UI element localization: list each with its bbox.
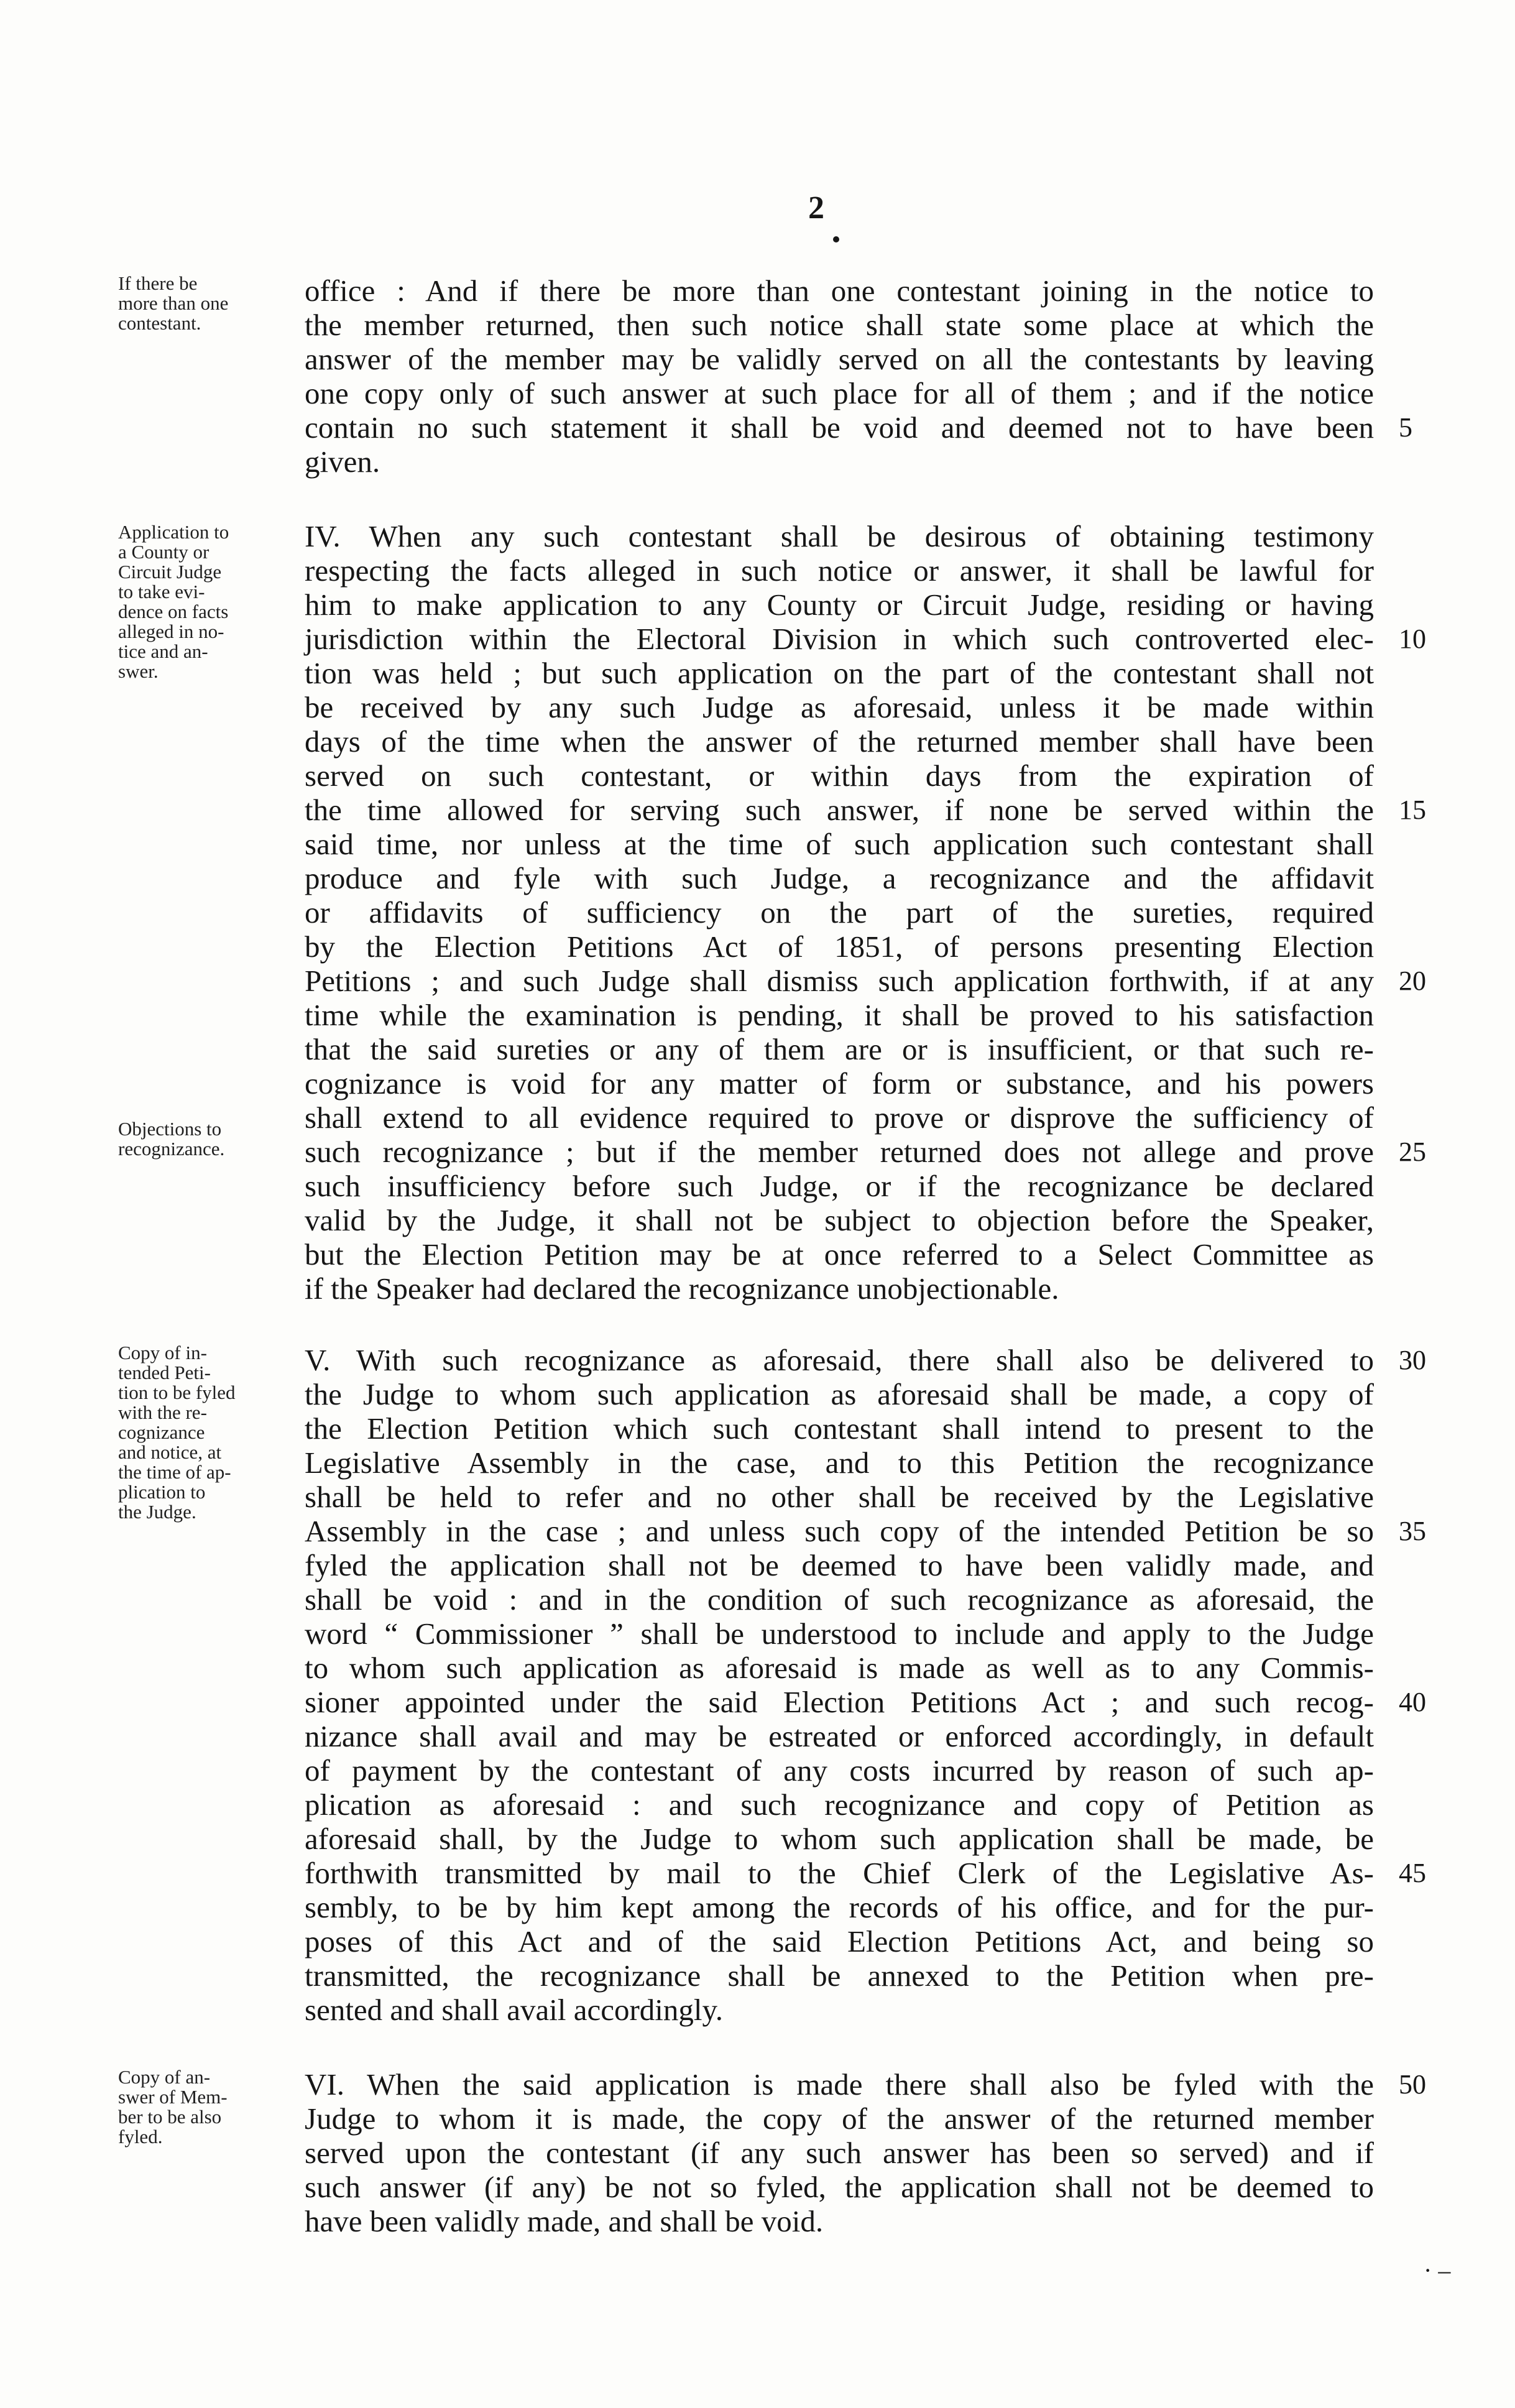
- margin-note: [118, 274, 286, 333]
- text-line: given.: [305, 445, 380, 479]
- text-line: sented and shall avail accordingly.: [305, 1993, 724, 2027]
- text-line: fyled the application shall not be deemed to have been validly made, and: [305, 1548, 1374, 1582]
- text-line: jurisdiction within the Electoral Division in which such controverted elec-: [305, 622, 1374, 656]
- margin-note-line: more than one: [118, 292, 229, 314]
- margin-note-line: the Judge.: [118, 1501, 196, 1523]
- text-line: or affidavits of sufficiency on the part of the sureties, required: [305, 895, 1374, 930]
- line-number: 40: [1399, 1687, 1426, 1717]
- margin-note: [118, 2067, 286, 2147]
- text-line: one copy only of such answer at such place for all of them ; and if the notice: [305, 376, 1374, 410]
- line-number: 35: [1399, 1516, 1426, 1546]
- text-line: shall be held to refer and no other shall be received by the Legislative: [305, 1480, 1374, 1514]
- text-line: served upon the contestant (if any such answer has been so served) and if: [305, 2136, 1374, 2170]
- margin-note-line: Application to: [118, 521, 229, 543]
- margin-note-line: swer.: [118, 660, 159, 682]
- text-line: nizance shall avail and may be estreated or enforced accordingly, in default: [305, 1719, 1374, 1753]
- text-line: if the Speaker had declared the recognizance unobjectionable.: [305, 1271, 1059, 1306]
- margin-note-line: with the re-: [118, 1401, 207, 1423]
- text-line: that the said sureties or any of them are or is insufficient, or that such re-: [305, 1032, 1374, 1066]
- text-line: Assembly in the case ; and unless such copy of the intended Petition be so: [305, 1514, 1374, 1548]
- margin-note-line: the time of ap-: [118, 1461, 231, 1483]
- text-line: be received by any such Judge as aforesaid, unless it be made within: [305, 690, 1374, 724]
- text-line: respecting the facts alleged in such notice or answer, it shall be lawful for: [305, 553, 1374, 588]
- text-line: such recognizance ; but if the member returned does not allege and prove: [305, 1135, 1374, 1169]
- text-line: by the Election Petitions Act of 1851, of persons presenting Election: [305, 930, 1374, 964]
- text-line: shall be void : and in the condition of such recognizance as aforesaid, the: [305, 1582, 1374, 1617]
- text-line: the Election Petition which such contestant shall intend to present to the: [305, 1411, 1374, 1446]
- margin-note-line: and notice, at: [118, 1441, 222, 1463]
- text-line: the Judge to whom such application as aforesaid shall be made, a copy of: [305, 1377, 1374, 1411]
- text-line: contain no such statement it shall be void and deemed not to have been: [305, 410, 1374, 445]
- text-line: V. With such recognizance as aforesaid, there shall also be delivered to: [305, 1343, 1374, 1377]
- text-line: Judge to whom it is made, the copy of the answer of the returned member: [305, 2101, 1374, 2136]
- text-line: tion was held ; but such application on the part of the contestant shall not: [305, 656, 1374, 690]
- text-line: Legislative Assembly in the case, and to this Petition the recognizance: [305, 1446, 1374, 1480]
- text-line: transmitted, the recognizance shall be annexed to the Petition when pre-: [305, 1958, 1374, 1993]
- margin-note-line: Objections to: [118, 1118, 222, 1140]
- page-number: 2: [808, 190, 825, 226]
- text-line: plication as aforesaid : and such recognizance and copy of Petition as: [305, 1788, 1374, 1822]
- line-number: 25: [1399, 1137, 1426, 1167]
- text-line: word “ Commissioner ” shall be understood to include and apply to the Judge: [305, 1617, 1374, 1651]
- line-number: 10: [1399, 624, 1426, 654]
- printer-mark: [833, 236, 839, 242]
- text-line: IV. When any such contestant shall be desirous of obtaining testimony: [305, 519, 1374, 553]
- margin-note-line: plication to: [118, 1481, 206, 1503]
- line-number: 20: [1399, 966, 1426, 996]
- margin-note: [118, 1343, 286, 1522]
- text-line: such insufficiency before such Judge, or if the recognizance be declared: [305, 1169, 1374, 1203]
- margin-note-line: recognizance.: [118, 1138, 225, 1160]
- margin-note-line: tended Peti-: [118, 1362, 211, 1383]
- text-line: poses of this Act and of the said Election Petitions Act, and being so: [305, 1924, 1374, 1958]
- text-line: answer of the member may be validly served on all the contestants by leaving: [305, 342, 1374, 376]
- text-line: aforesaid shall, by the Judge to whom such application shall be made, be: [305, 1822, 1374, 1856]
- text-line: the time allowed for serving such answer, if none be served within the: [305, 793, 1374, 827]
- margin-note-line: tion to be fyled: [118, 1382, 236, 1403]
- margin-note-line: dence on facts: [118, 601, 229, 622]
- text-line: office : And if there be more than one contestant joining in the notice to: [305, 274, 1374, 308]
- margin-note-line: to take evi-: [118, 581, 205, 602]
- text-line: the member returned, then such notice shall state some place at which the: [305, 308, 1374, 342]
- line-number: 5: [1399, 412, 1412, 443]
- text-line: time while the examination is pending, it shall be proved to his satisfaction: [305, 998, 1374, 1032]
- text-line: sembly, to be by him kept among the records of his office, and for the pur-: [305, 1890, 1374, 1924]
- line-number: 45: [1399, 1858, 1426, 1888]
- text-line: sioner appointed under the said Election Petitions Act ; and such recog-: [305, 1685, 1374, 1719]
- line-number: 15: [1399, 795, 1426, 825]
- margin-note: [118, 522, 286, 681]
- margin-note-line: Circuit Judge: [118, 561, 222, 583]
- text-line: served on such contestant, or within days from the expiration of: [305, 759, 1374, 793]
- tail-mark: · –: [1424, 2256, 1451, 2284]
- text-line: VI. When the said application is made there shall also be fyled with the: [305, 2067, 1374, 2101]
- text-line: such answer (if any) be not so fyled, the application shall not be deemed to: [305, 2170, 1374, 2204]
- text-line: but the Election Petition may be at once referred to a Select Committee as: [305, 1237, 1374, 1271]
- line-number: 50: [1399, 2069, 1426, 2100]
- text-line: of payment by the contestant of any costs incurred by reason of such ap-: [305, 1753, 1374, 1788]
- text-line: cognizance is void for any matter of form or substance, and his powers: [305, 1066, 1374, 1100]
- margin-note-line: If there be: [118, 272, 198, 294]
- text-line: shall extend to all evidence required to prove or disprove the sufficiency of: [305, 1100, 1374, 1135]
- margin-note-line: Copy of an-: [118, 2066, 211, 2088]
- margin-note-line: contestant.: [118, 312, 201, 334]
- text-line: Petitions ; and such Judge shall dismiss such application forthwith, if at any: [305, 964, 1374, 998]
- margin-note: [118, 1119, 286, 1159]
- text-line: valid by the Judge, it shall not be subject to objection before the Speaker,: [305, 1203, 1374, 1237]
- text-line: to whom such application as aforesaid is made as well as to any Commis-: [305, 1651, 1374, 1685]
- margin-note-line: a County or: [118, 541, 210, 563]
- text-line: forthwith transmitted by mail to the Chief Clerk of the Legislative As-: [305, 1856, 1374, 1890]
- margin-note-line: Copy of in-: [118, 1342, 207, 1363]
- text-line: produce and fyle with such Judge, a recognizance and the affidavit: [305, 861, 1374, 895]
- text-line: said time, nor unless at the time of such application such contestant shall: [305, 827, 1374, 861]
- text-line: him to make application to any County or Circuit Judge, residing or having: [305, 588, 1374, 622]
- margin-note-line: fyled.: [118, 2126, 163, 2147]
- margin-note-line: swer of Mem-: [118, 2086, 228, 2108]
- margin-note-line: ber to be also: [118, 2106, 222, 2128]
- text-line: days of the time when the answer of the returned member shall have been: [305, 724, 1374, 759]
- line-number: 30: [1399, 1345, 1426, 1375]
- margin-note-line: tice and an-: [118, 640, 208, 662]
- margin-note-line: alleged in no-: [118, 620, 224, 642]
- margin-note-line: cognizance: [118, 1421, 205, 1443]
- text-line: have been validly made, and shall be void.: [305, 2204, 824, 2238]
